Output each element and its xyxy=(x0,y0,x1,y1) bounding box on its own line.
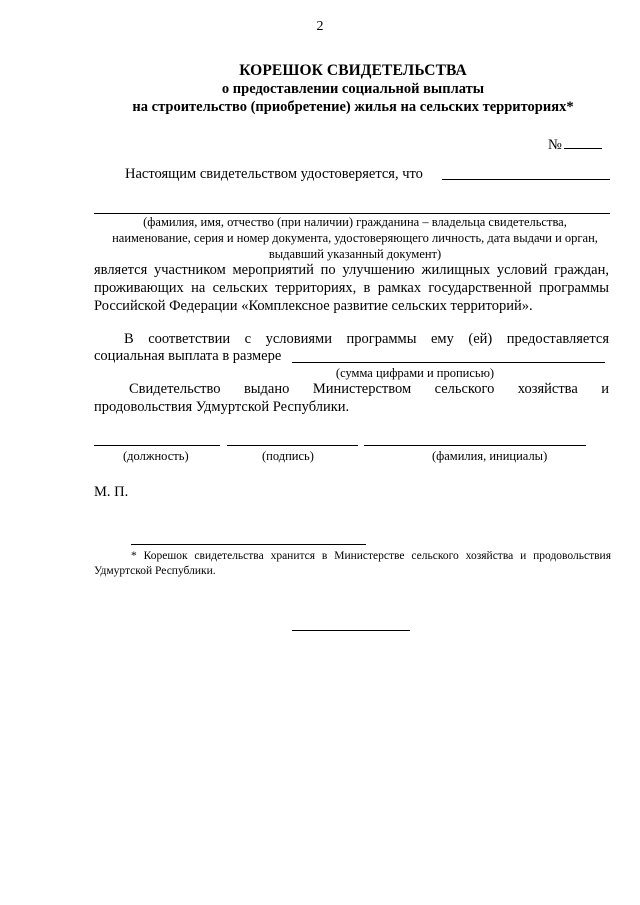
payment-line-1: В соответствии с условиями программы ему (ей) предоставляется xyxy=(124,331,609,347)
document-subtitle-line-1: о предоставлении социальной выплаты xyxy=(221,81,485,97)
footnote xyxy=(94,549,611,579)
footnote-text: Корешок свидетельства хранится в Министерстве сельского хозяйства и продовольствия Удмуртской Республики. xyxy=(94,550,611,577)
number-sign: № xyxy=(548,137,562,153)
position-caption: (должность) xyxy=(123,449,189,463)
end-of-document-line xyxy=(292,630,410,631)
certificate-number xyxy=(548,134,602,154)
issued-line-1: Свидетельство выдано Министерством сельского хозяйства и xyxy=(129,381,609,397)
name-caption: (фамилия, инициалы) xyxy=(432,449,548,463)
signature-blank-line xyxy=(227,445,358,446)
holder-caption-line-1: (фамилия, имя, отчество (при наличии) гражданина – владельца свидетельства, xyxy=(143,215,567,229)
position-blank-line xyxy=(94,445,220,446)
certify-text: Настоящим свидетельством удостоверяется, что xyxy=(125,166,423,182)
name-blank-line xyxy=(364,445,586,446)
participant-line-3: Российской Федерации «Комплексное развитие сельских территорий». xyxy=(94,298,533,314)
amount-blank-line xyxy=(292,362,605,363)
number-blank-line xyxy=(564,134,602,149)
footnote-marker: * xyxy=(131,550,137,562)
signature-caption: (подпись) xyxy=(262,449,314,463)
participant-line-1: является участником мероприятий по улучшению жилищных условий граждан, xyxy=(94,262,609,278)
holder-caption-line-2: наименование, серия и номер документа, удостоверяющего личность, дата выдачи и орган, xyxy=(112,231,598,245)
issued-line-2: продовольствия Удмуртской Республики. xyxy=(94,399,350,415)
holder-caption-line-3: выдавший указанный документ) xyxy=(268,247,442,261)
amount-caption: (сумма цифрами и прописью) xyxy=(335,366,495,380)
document-title: КОРЕШОК СВИДЕТЕЛЬСТВА xyxy=(239,62,467,79)
participant-line-2: проживающих на сельских территориях, в рамках государственной программы xyxy=(94,280,609,296)
footnote-separator xyxy=(131,544,366,545)
holder-name-blank-line xyxy=(442,179,610,180)
document-subtitle-line-2: на строительство (приобретение) жилья на сельских территориях* xyxy=(132,99,574,115)
page-number: 2 xyxy=(316,19,324,34)
payment-line-2: социальная выплата в размере xyxy=(94,348,282,364)
stamp-place: М. П. xyxy=(94,484,129,500)
